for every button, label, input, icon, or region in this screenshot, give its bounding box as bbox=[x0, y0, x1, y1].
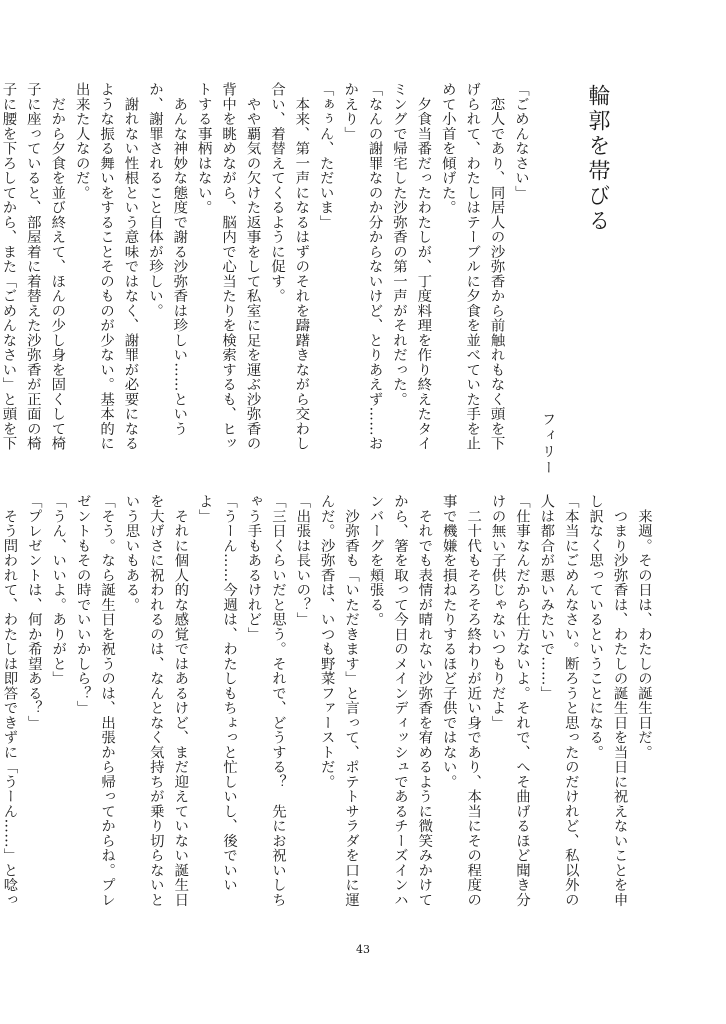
paragraph: 「うん、いいよ。ありがと」 bbox=[50, 494, 67, 686]
paragraph: 謝れない性根という意味ではなく、謝罪が必要になるような振る舞いをすることそのものが少ない。基本的に出来た人なのだ。 bbox=[73, 82, 139, 451]
paragraph: 「そう。なら誕生日を祝うのは、出張から帰ってからね。プレゼントもその時でいいかしら？」 bbox=[74, 494, 116, 907]
paragraph: 「ぁぅん、ただいま」 bbox=[317, 82, 334, 230]
paragraph: 「出張は長いの？」 bbox=[294, 494, 311, 627]
paragraph: 「うーん……今週は、わたしもちょっと忙しいし、後でいいよ」 bbox=[196, 494, 238, 893]
page-number: 43 bbox=[356, 943, 370, 956]
paragraph: 「仕事なんだから仕方ないよ。それで、へそ曲げるほど聞き分けの無い子供じゃないつもりだよ」 bbox=[489, 494, 530, 907]
paragraph: 「本当にごめんなさい。断ろうと思ったのだけれど、私以外の人は都合が悪いみたいで……」 bbox=[538, 494, 579, 907]
paragraph: それでも表情が晴れない沙弥香を宥めるように微笑みかけてから、箸を取って今日のメインディッシュであるチーズインハンバーグを頬張る。 bbox=[367, 494, 433, 907]
story-title: 輪郭を帯びる bbox=[585, 84, 610, 234]
author-name: フィリー bbox=[540, 412, 556, 476]
paragraph: やや覇気の欠けた返事をして私室に足を運ぶ沙弥香の背中を眺めながら、脳内で心当たりを検索するも、ヒットする事柄はない。 bbox=[195, 82, 261, 451]
paragraph: つまり沙弥香は、わたしの誕生日を当日に祝えないことを申し訳なく思っているということになる。 bbox=[587, 494, 628, 907]
paragraph: だから夕食を並び終えて、ほんの少し身を固くして椅子に座っていると、部屋着に着替えた沙弥香が正面の椅子に腰を下ろしてから、また「ごめんなさい」と頭を下 bbox=[0, 82, 66, 451]
paragraph: 「三日くらいだと思う。それで、どうする？ 先にお祝いしちゃう手もあるけれど」 bbox=[245, 494, 286, 907]
paragraph: 沙弥香も「いただきます」と言って、ポテトサラダを口に運んだ。沙弥香は、いつも野菜ファーストだ。 bbox=[318, 494, 360, 907]
paragraph: 来週。その日は、わたしの誕生日だ。 bbox=[636, 494, 652, 760]
lower-text-block bbox=[1, 494, 656, 909]
paragraph: あんな神妙な態度で謝る沙弥香は珍しい……というか、謝罪されること自体が珍しい。 bbox=[146, 82, 188, 436]
paragraph: 「なんの謝罪なのか分からないけど、とりあえず……おかえり」 bbox=[342, 82, 383, 451]
paragraph: 「ごめんなさい」 bbox=[513, 82, 529, 200]
paragraph: そう問われて、わたしは即答できずに「うーん……」と唸っ bbox=[1, 508, 18, 907]
paragraph: 二十代もそろそろ終わりが近い身であり、本当にその程度の事で機嫌を損ねたりするほど子供ではない。 bbox=[440, 494, 482, 907]
paragraph: 夕食当番だったわたしが、丁度料理を作り終えたタイミングで帰宅した沙弥香の第一声がそれだった。 bbox=[390, 82, 432, 451]
paragraph: 恋人であり、同居人の沙弥香から前触れもなく頭を下げられて、わたしはテーブルに夕食を並べていた手を止めて小首を傾げた。 bbox=[439, 82, 505, 451]
upper-text-block bbox=[0, 82, 533, 462]
paragraph: 本来、第一声になるはずのそれを躊躇きながら交わし合い、着替えてくるように促す。 bbox=[268, 82, 310, 451]
paragraph: 「プレゼントは、何か希望ある？」 bbox=[25, 494, 42, 730]
paragraph: それに個人的な感覚ではあるけど、まだ迎えていない誕生日を大げさに祝われるのは、なんとなく気持ちが乗り切らないという思いもある。 bbox=[123, 494, 189, 907]
